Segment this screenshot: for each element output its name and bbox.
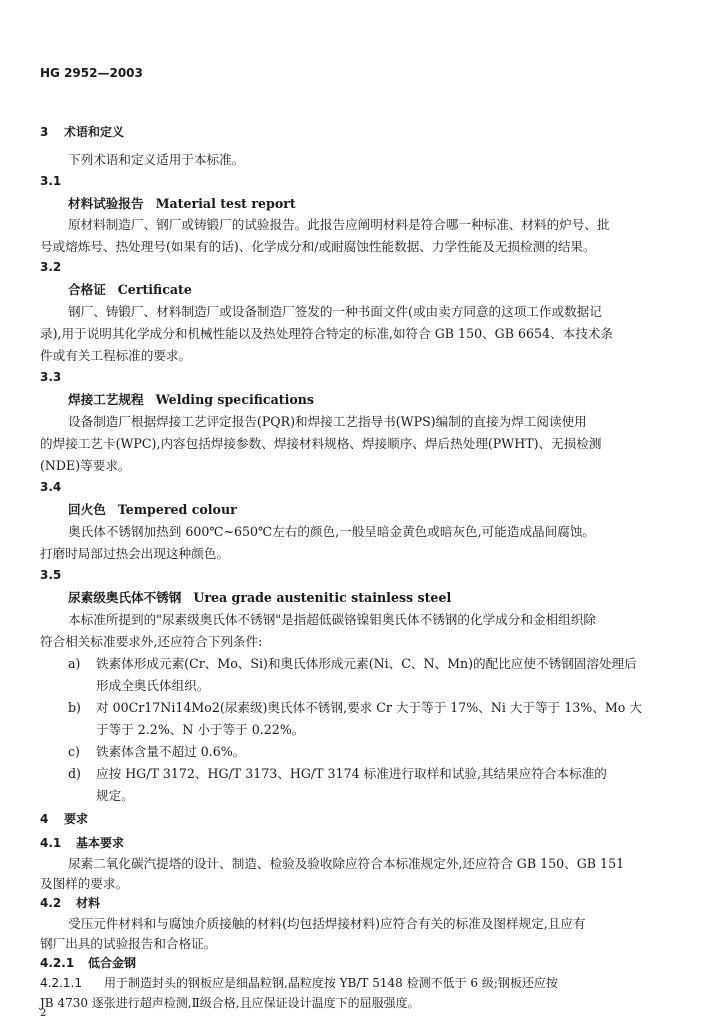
- section-3-number: 3: [40, 125, 49, 139]
- term-3-5-cn: 尿素级奥氏体不锈钢: [68, 590, 182, 605]
- term-3-2-heading: [68, 282, 192, 297]
- term-3-2-cn: 合格证: [68, 282, 106, 297]
- term-3-2-line-1: 钢厂、铸锻厂、材料制造厂或设备制造厂签发的一种书面文件(或由卖方同意的这项工作或数据记: [68, 304, 602, 319]
- term-3-2-line-2: 录),用于说明其化学成分和机械性能以及热处理符合特定的标准,如符合 GB 150、GB 6654、本技术条: [40, 326, 614, 341]
- section-4-1-number: 4.1: [40, 836, 62, 850]
- term-3-1-line-2: 号或熔炼号、热处理号(如果有的话)、化学成分和/或耐腐蚀性能数据、力学性能及无损检测的结果。: [40, 239, 596, 254]
- term-3-3-number: 3.3: [40, 370, 62, 384]
- list-item-a-label: a): [68, 656, 81, 671]
- section-4-1-line-1: 尿素二氧化碳汽提塔的设计、制造、检验及验收除应符合本标准规定外,还应符合 GB 150、GB 151: [68, 856, 625, 871]
- document-id: HG 2952—2003: [40, 66, 143, 80]
- term-3-4-number: 3.4: [40, 480, 62, 494]
- term-3-1-number: 3.1: [40, 174, 62, 188]
- term-3-1-heading: [68, 196, 296, 211]
- term-3-4-line-1: 奥氏体不锈钢加热到 600℃~650℃左右的颜色,一般呈暗金黄色或暗灰色,可能造成晶间腐蚀。: [68, 524, 596, 539]
- section-4-2-1-1-line-2: JB 4730 逐张进行超声检测,Ⅱ级合格,且应保证设计温度下的屈服强度。: [40, 996, 420, 1010]
- list-item-d-line-1: 应按 HG/T 3172、HG/T 3173、HG/T 3174 标准进行取样和试验,其结果应符合本标准的: [96, 766, 607, 781]
- term-3-2-line-3: 件或有关工程标准的要求。: [40, 348, 192, 363]
- term-3-5-number: 3.5: [40, 568, 62, 582]
- term-3-5-en: Urea grade austenitic stainless steel: [193, 590, 452, 605]
- term-3-5-line-1: 本标准所提到的"尿素级奥氏体不锈钢"是指超低碳铬镍钼奥氏体不锈钢的化学成分和金相组织除: [68, 612, 596, 627]
- list-item-a-line-2: 形成全奥氏体组织。: [96, 678, 210, 693]
- section-3-title: 术语和定义: [64, 125, 125, 139]
- list-item-d-line-2: 规定。: [96, 788, 134, 803]
- list-item-b-label: b): [68, 700, 81, 715]
- section-4-2-1-number: 4.2.1: [40, 956, 75, 970]
- section-4-number: 4: [40, 812, 49, 826]
- term-3-3-line-1: 设备制造厂根据焊接工艺评定报告(PQR)和焊接工艺指导书(WPS)编制的直接为焊工阅读使用: [68, 414, 587, 429]
- term-3-4-heading: [68, 502, 237, 517]
- list-item-d-label: d): [68, 766, 81, 781]
- term-3-4-en: Tempered colour: [117, 502, 237, 517]
- section-4-2-1-1-number: 4.2.1.1: [40, 976, 82, 990]
- list-item-a-line-1: 铁素体形成元素(Cr、Mo、Si)和奥氏体形成元素(Ni、C、N、Mn)的配比应使不锈钢固溶处理后: [96, 656, 637, 671]
- section-4-2-number: 4.2: [40, 896, 62, 910]
- term-3-4-cn: 回火色: [68, 502, 106, 517]
- term-3-5-heading: [68, 590, 451, 605]
- term-3-4-line-2: 打磨时局部过热会出现这种颜色。: [40, 546, 229, 561]
- list-item-b-line-1: 对 00Cr17Ni14Mo2(尿素级)奥氏体不锈钢,要求 Cr 大于等于 17%、Ni 大于等于 13%、Mo 大: [96, 700, 642, 715]
- section-4-2-line-2: 钢厂出具的试验报告和合格证。: [40, 936, 217, 951]
- section-4-1-line-2: 及图样的要求。: [40, 876, 129, 891]
- term-3-3-en: Welding specifications: [155, 392, 315, 407]
- section-4-title: 要求: [64, 812, 89, 826]
- section-4-2-title: 材料: [76, 896, 101, 910]
- term-3-3-cn: 焊接工艺规程: [68, 392, 144, 407]
- page-number: 2: [40, 1008, 47, 1019]
- list-item-c-line-1: 铁素体含量不超过 0.6%。: [96, 744, 246, 759]
- term-3-2-number: 3.2: [40, 260, 62, 274]
- term-3-2-en: Certificate: [117, 282, 192, 297]
- section-4-2-1-1-line-1: 用于制造封头的钢板应是细晶粒钢,晶粒度按 YB/T 5148 检测不低于 6 级;钢板还应按: [104, 976, 558, 990]
- term-3-5-line-2: 符合相关标准要求外,还应符合下列条件:: [40, 634, 263, 649]
- list-item-c-label: c): [68, 744, 80, 759]
- section-4-2-1-title: 低合金钢: [88, 956, 137, 970]
- term-3-3-heading: [68, 392, 314, 407]
- section-3-intro: 下列术语和定义适用于本标准。: [68, 152, 245, 167]
- term-3-1-line-1: 原材料制造厂、钢厂或铸锻厂的试验报告。此报告应阐明材料是符合哪一种标准、材料的炉号、批: [68, 217, 610, 232]
- term-3-1-en: Material test report: [155, 196, 296, 211]
- list-item-b-line-2: 于等于 2.2%、N 小于等于 0.22%。: [96, 722, 305, 737]
- section-4-1-title: 基本要求: [76, 836, 125, 850]
- section-4-2-line-1: 受压元件材料和与腐蚀介质接触的材料(均包括焊接材料)应符合有关的标准及图样规定,且应有: [68, 916, 586, 931]
- term-3-3-line-2: 的焊接工艺卡(WPC),内容包括焊接参数、焊接材料规格、焊接顺序、焊后热处理(PWHT)、无损检测: [40, 436, 602, 451]
- term-3-1-cn: 材料试验报告: [68, 196, 144, 211]
- term-3-3-line-3: (NDE)等要求。: [40, 458, 131, 473]
